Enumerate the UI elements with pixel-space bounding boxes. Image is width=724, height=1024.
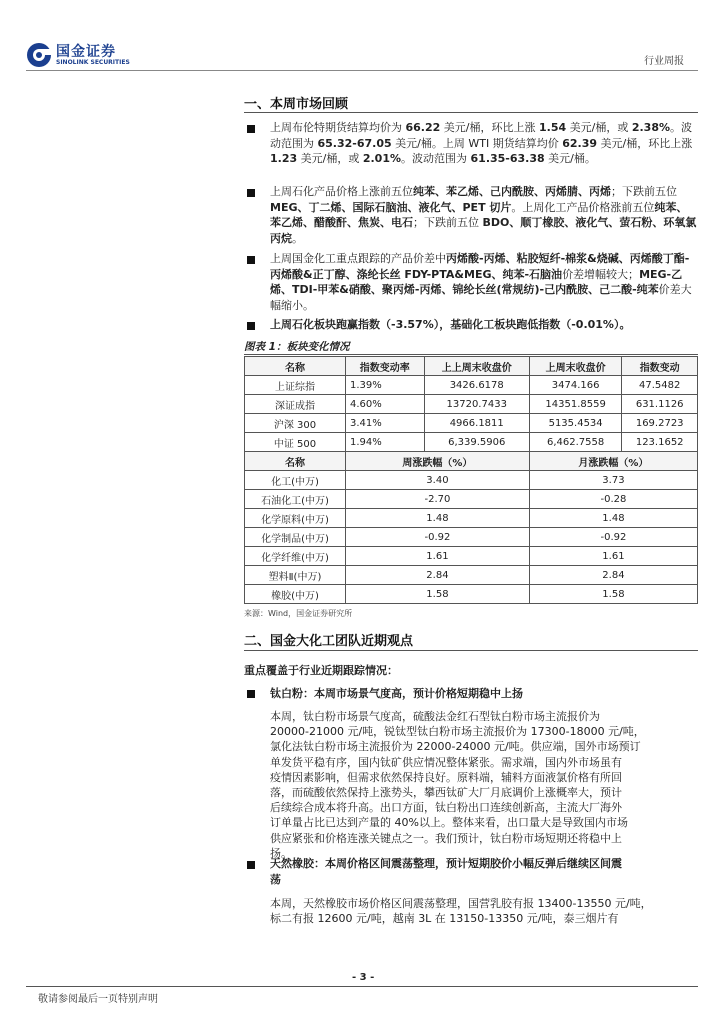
table-header-cell: 上上周末收盘价 [424, 357, 529, 376]
table-cell: 1.94% [346, 433, 425, 452]
table-cell: 631.1126 [622, 395, 698, 414]
natural-rubber-body: 本周，天然橡胶市场价格区间震荡整理，国营乳胶有报 13400-13550 元/吨， 标二有报 12600 元/吨，越南 3L 在 13150-13350 元/吨，泰三烟片有 [270, 897, 652, 926]
table-cell: 169.2723 [622, 414, 698, 433]
bullet-icon [247, 322, 255, 330]
company-logo [26, 40, 146, 70]
table-row [245, 490, 698, 509]
table-cell: 石油化工(中万) [245, 490, 346, 509]
table-cell: 4966.1811 [424, 414, 529, 433]
table-cell: 1.48 [346, 509, 530, 528]
table-cell: 3.40 [346, 471, 530, 490]
table-header-row [245, 357, 698, 376]
table-cell: 4.60% [346, 395, 425, 414]
page-number: - 3 - [352, 972, 375, 983]
table-header-cell: 名称 [245, 452, 346, 471]
sector-change-table [244, 356, 698, 604]
table-cell: -0.28 [529, 490, 697, 509]
table-cell: 深证成指 [245, 395, 346, 414]
brent-paragraph: 上周布伦特期货结算均价为 66.22 美元/桶，环比上涨 1.54 美元/桶，或 2.38%。波动范围为 65.32-67.05 美元/桶。上周 WTI 期货结算均价 62.39 美元/桶，环比上涨 1.23 美元/桶，或 2.01%。波动范围为 61.35-63.38 美元/桶。 [270, 121, 693, 165]
table-cell: 1.48 [529, 509, 697, 528]
table-cell: 1.58 [346, 585, 530, 604]
table-header-cell: 指数变动 [622, 357, 698, 376]
product-price-paragraph: 上周石化产品价格上涨前五位纯苯、苯乙烯、己内酰胺、丙烯腈、丙烯；下跌前五位 MEG、丁二烯、国际石脑油、液化气、PET 切片。上周化工产品价格涨前五位纯苯、苯乙烯、醋酸酐、焦炭、电石；下跌前五位 BDO、顺丁橡胶、液化气、萤石粉、环氧氯丙烷。 [270, 185, 697, 245]
brand-name-en: SINOLINK SECURITIES [56, 59, 130, 66]
table-cell: 化学纤维(中万) [245, 547, 346, 566]
table-row [245, 471, 698, 490]
table-cell: 6,462.7558 [529, 433, 622, 452]
table-row [245, 566, 698, 585]
section2-divider [244, 650, 698, 651]
table-title: 图表 1：板块变化情况 [244, 341, 350, 353]
table-cell: 13720.7433 [424, 395, 529, 414]
bullet-icon [247, 125, 255, 133]
table-header-cell: 指数变动率 [346, 357, 425, 376]
table-cell: 6,339.5906 [424, 433, 529, 452]
table-cell: 塑料Ⅱ(中万) [245, 566, 346, 585]
logo-mark-icon [26, 42, 52, 68]
table-cell: 中证 500 [245, 433, 346, 452]
header-divider [26, 70, 698, 71]
table-header-cell: 月涨跌幅（%） [529, 452, 697, 471]
table-header-cell: 名称 [245, 357, 346, 376]
table-row [245, 528, 698, 547]
table-row [245, 547, 698, 566]
table-cell: 1.39% [346, 376, 425, 395]
table-cell: 化学原料(中万) [245, 509, 346, 528]
table-cell: -0.92 [346, 528, 530, 547]
section1-divider [244, 112, 698, 113]
table-cell: -0.92 [529, 528, 697, 547]
bullet-icon [247, 690, 255, 698]
table-cell: 3426.6178 [424, 376, 529, 395]
table-cell: 化学制品(中万) [245, 528, 346, 547]
brand-name-cn: 国金证券 [56, 44, 116, 60]
table-cell: 2.84 [529, 566, 697, 585]
table-cell: 1.61 [346, 547, 530, 566]
table-cell: 2.84 [346, 566, 530, 585]
table-cell: 3474.166 [529, 376, 622, 395]
table-cell: 47.5482 [622, 376, 698, 395]
table-source: 来源：Wind，国金证券研究所 [244, 609, 353, 618]
report-type: 行业周报 [644, 56, 684, 67]
table-cell: 3.41% [346, 414, 425, 433]
table-cell: 1.61 [529, 547, 697, 566]
sector-performance-paragraph: 上周石化板块跑赢指数（-3.57%），基础化工板块跑低指数（-0.01%）。 [270, 318, 631, 331]
bullet-icon [247, 256, 255, 264]
footer-divider [26, 986, 698, 987]
section2-title: 二、国金大化工团队近期观点 [244, 634, 414, 649]
table-cell: 1.58 [529, 585, 697, 604]
bullet-icon [247, 861, 255, 869]
table-cell: 5135.4534 [529, 414, 622, 433]
natural-rubber-title: 天然橡胶：本周价格区间震荡整理，预计短期胶价小幅反弹后继续区间震 荡 [270, 857, 622, 886]
section2-subtitle: 重点覆盖于行业近期跟踪情况： [244, 664, 398, 677]
table-cell: 123.1652 [622, 433, 698, 452]
table-row [245, 509, 698, 528]
table-row [245, 585, 698, 604]
table-row [245, 395, 698, 414]
table-cell: 橡胶(中万) [245, 585, 346, 604]
table-row [245, 433, 698, 452]
table-cell: 上证综指 [245, 376, 346, 395]
titanium-dioxide-title: 钛白粉：本周市场景气度高，预计价格短期稳中上扬 [270, 687, 523, 700]
footer-disclaimer: 敬请参阅最后一页特别声明 [38, 994, 158, 1005]
table-cell: 化工(中万) [245, 471, 346, 490]
table-header-cell: 上周末收盘价 [529, 357, 622, 376]
table-cell: 3.73 [529, 471, 697, 490]
table-header-row [245, 452, 698, 471]
table-row [245, 414, 698, 433]
table-row [245, 376, 698, 395]
spread-paragraph: 上周国金化工重点跟踪的产品价差中丙烯酸-丙烯、粘胶短纤-棉浆&烧碱、丙烯酸丁酯-丙烯酸&正丁醇、涤纶长丝 FDY-PTA&MEG、纯苯-石脑油价差增幅较大；MEG-乙烯、TDI-甲苯&硝酸、聚丙烯-丙烯、锦纶长丝(常规纺)-己内酰胺、己二酸-纯苯价差大幅缩小。 [270, 252, 692, 312]
table-cell: 沪深 300 [245, 414, 346, 433]
table-cell: -2.70 [346, 490, 530, 509]
table-header-cell: 周涨跌幅（%） [346, 452, 530, 471]
bullet-icon [247, 189, 255, 197]
section1-title: 一、本周市场回顾 [244, 97, 349, 112]
table-cell: 14351.8559 [529, 395, 622, 414]
table-title-divider [244, 354, 698, 355]
titanium-dioxide-body: 本周，钛白粉市场景气度高，硫酸法金红石型钛白粉市场主流报价为 20000-21000 元/吨，锐钛型钛白粉市场主流报价为 17300-18000 元/吨， 氯化法钛白粉市场主流报价为 22000-24000 元/吨。供应端，国外市场预订 单发货平稳有序，国内钛矿供应情况整体紧张。需求端，国内外市场虽有 疫情因素影响，但需求依然保持良好。原料端，辅料方面液氯价格有所回 落，而硫酸依然保持上涨势头，攀西钛矿大厂月底调价上涨概率大，预计 后续综合成本将升高。出口方面，钛白粉出口连续创新高，主流大厂海外 订单量占比已达到产量的 40%以上。整体来看，出口量大是导致国内市场 供应紧张和价格连涨关键点之一。我们预计，钛白粉市场短期还将稳中上 扬。 [270, 710, 645, 860]
